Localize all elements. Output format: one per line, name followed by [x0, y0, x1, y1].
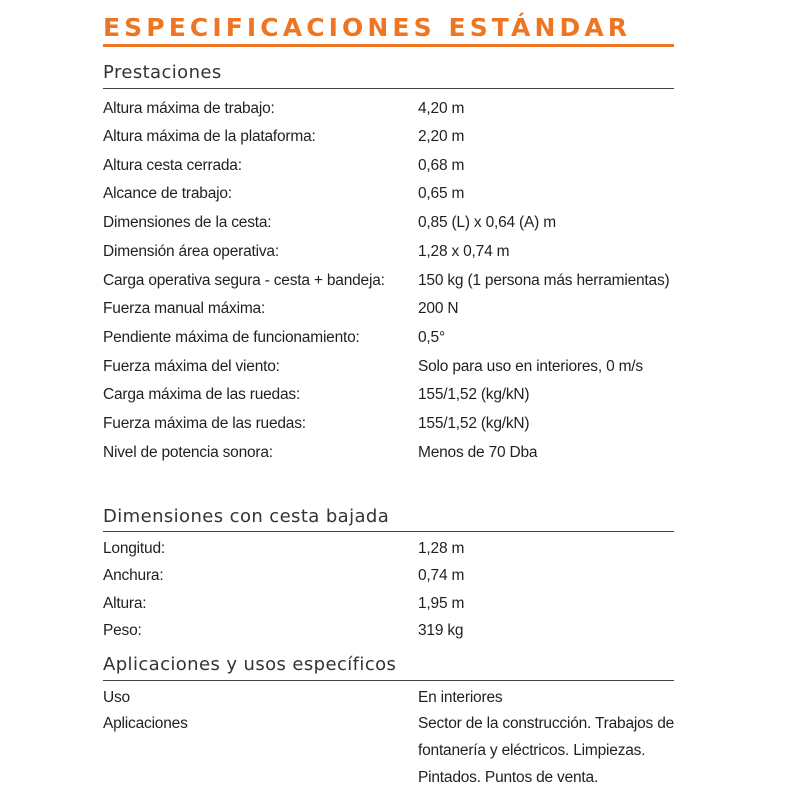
spec-label: Anchura: — [103, 567, 164, 584]
spec-value-line: Pintados. Puntos de venta. — [418, 769, 599, 786]
spec-value: 1,28 m — [418, 540, 465, 557]
spec-value-line: fontanería y eléctricos. Limpiezas. — [418, 742, 646, 759]
spec-label: Uso — [103, 689, 130, 706]
page-title: ESPECIFICACIONES ESTÁNDAR — [103, 13, 632, 42]
spec-value: 155/1,52 (kg/kN) — [418, 386, 530, 403]
spec-value: 0,85 (L) x 0,64 (A) m — [418, 214, 556, 231]
section-rule — [103, 88, 674, 89]
spec-label: Longitud: — [103, 540, 165, 557]
spec-label: Altura cesta cerrada: — [103, 157, 242, 174]
spec-label: Altura máxima de la plataforma: — [103, 128, 316, 145]
title-underline — [103, 44, 674, 47]
spec-label: Nivel de potencia sonora: — [103, 444, 273, 461]
spec-label: Pendiente máxima de funcionamiento: — [103, 329, 360, 346]
spec-label: Dimensiones de la cesta: — [103, 214, 272, 231]
spec-value-multiline — [418, 710, 678, 791]
section-rule — [103, 680, 674, 681]
section-rule — [103, 531, 674, 532]
spec-value: Menos de 70 Dba — [418, 444, 538, 461]
spec-value: 319 kg — [418, 622, 464, 639]
spec-label: Carga operativa segura - cesta + bandeja: — [103, 272, 385, 289]
spec-value: En interiores — [418, 689, 503, 706]
spec-value: Solo para uso en interiores, 0 m/s — [418, 358, 643, 375]
spec-label: Fuerza máxima de las ruedas: — [103, 415, 306, 432]
spec-value: 1,28 x 0,74 m — [418, 243, 510, 260]
spec-value: 2,20 m — [418, 128, 465, 145]
spec-label: Fuerza máxima del viento: — [103, 358, 280, 375]
spec-value: 0,74 m — [418, 567, 465, 584]
section-heading-aplicaciones: Aplicaciones y usos específicos — [103, 654, 397, 675]
section-heading-prestaciones: Prestaciones — [103, 62, 222, 83]
spec-value: 200 N — [418, 300, 459, 317]
spec-label: Carga máxima de las ruedas: — [103, 386, 301, 403]
section-heading-dimensiones: Dimensiones con cesta bajada — [103, 506, 390, 527]
spec-value: 150 kg (1 persona más herramientas) — [418, 272, 670, 289]
spec-value: 1,95 m — [418, 595, 465, 612]
spec-label: Dimensión área operativa: — [103, 243, 279, 260]
spec-label: Fuerza manual máxima: — [103, 300, 266, 317]
spec-label: Altura: — [103, 595, 147, 612]
spec-value: 155/1,52 (kg/kN) — [418, 415, 530, 432]
spec-value-line: Sector de la construcción. Trabajos de — [418, 715, 675, 732]
spec-label: Aplicaciones — [103, 715, 188, 732]
spec-value: 0,65 m — [418, 185, 465, 202]
spec-label: Alcance de trabajo: — [103, 185, 232, 202]
spec-value: 0,5° — [418, 329, 445, 346]
spec-value: 4,20 m — [418, 100, 465, 117]
spec-label: Altura máxima de trabajo: — [103, 100, 275, 117]
spec-label: Peso: — [103, 622, 142, 639]
spec-value: 0,68 m — [418, 157, 465, 174]
